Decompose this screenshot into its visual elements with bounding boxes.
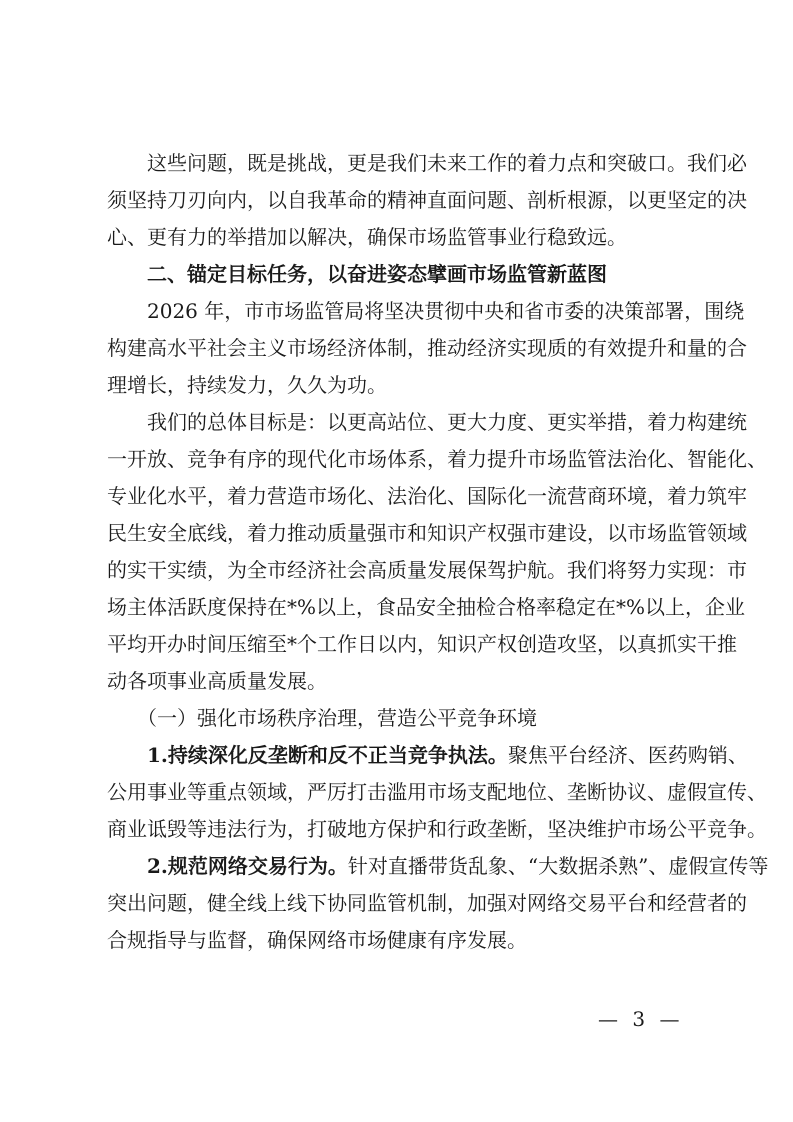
text-line: 一开放、竞争有序的现代化市场体系，着力提升市场监管法治化、智能化、 bbox=[107, 447, 767, 471]
text-line: 突出问题，健全线上线下协同监管机制，加强对网络交易平台和经营者的 bbox=[107, 891, 747, 915]
page-number: — 3 — bbox=[598, 1007, 684, 1031]
paragraph-goals bbox=[107, 404, 767, 700]
text-line: 民生安全底线，着力推动质量强市和知识产权强市建设，以市场监管领域 bbox=[107, 521, 747, 545]
text-line bbox=[107, 737, 748, 774]
text-line: 构建高水平社会主义市场经济体制，推动经济实现质的有效提升和量的合 bbox=[107, 336, 747, 360]
text-line: 合规指导与监督，确保网络市场健康有序发展。 bbox=[107, 928, 527, 952]
item-2 bbox=[107, 848, 769, 959]
item-text: 针对直播带货乱象、“大数据杀熟”、虚假宣传等 bbox=[347, 854, 769, 878]
paragraph-challenges bbox=[107, 145, 747, 256]
text-line: 公用事业等重点领域，严厉打击滥用市场支配地位、垄断协议、虚假宣传、 bbox=[107, 780, 767, 804]
text-line: 2026 年，市市场监管局将坚决贯彻中央和省市委的决策部署，围绕 bbox=[147, 299, 745, 323]
text-line: 的实干实绩，为全市经济社会高质量发展保驾护航。我们将努力实现：市 bbox=[107, 558, 747, 582]
document-body bbox=[107, 145, 769, 959]
text-line: 理增长，持续发力，久久为功。 bbox=[107, 373, 387, 397]
subsection-heading: （一）强化市场秩序治理，营造公平竞争环境 bbox=[137, 706, 537, 730]
text-line: 专业化水平，着力营造市场化、法治化、国际化一流营商环境，着力筑牢 bbox=[107, 484, 747, 508]
item-1 bbox=[107, 737, 767, 848]
item-lead: 1.持续深化反垄断和反不正当竞争执法。 bbox=[147, 743, 508, 767]
text-line: 须坚持刀刃向内，以自我革命的精神直面问题、剖析根源，以更坚定的决 bbox=[107, 188, 747, 212]
text-line: 平均开办时间压缩至*个工作日以内，知识产权创造攻坚，以真抓实干推 bbox=[107, 632, 737, 656]
text-line: 场主体活跃度保持在*%以上，食品安全抽检合格率稳定在*%以上，企业 bbox=[107, 595, 746, 619]
text-line: 我们的总体目标是：以更高站位、更大力度、更实举措，着力构建统 bbox=[147, 410, 747, 434]
item-text: 聚焦平台经济、医药购销、 bbox=[507, 743, 748, 767]
item-lead: 2.规范网络交易行为。 bbox=[147, 854, 348, 878]
text-line: 动各项事业高质量发展。 bbox=[107, 669, 327, 693]
text-line bbox=[107, 848, 769, 885]
paragraph-2026 bbox=[107, 293, 747, 404]
text-line: 心、更有力的举措加以解决，确保市场监管事业行稳致远。 bbox=[107, 225, 627, 249]
section-heading: 二、锚定目标任务，以奋进姿态擘画市场监管新蓝图 bbox=[147, 262, 607, 286]
text-line: 这些问题，既是挑战，更是我们未来工作的着力点和突破口。我们必 bbox=[147, 151, 747, 175]
text-line: 商业诋毁等违法行为，打破地方保护和行政垄断，坚决维护市场公平竞争。 bbox=[107, 817, 767, 841]
